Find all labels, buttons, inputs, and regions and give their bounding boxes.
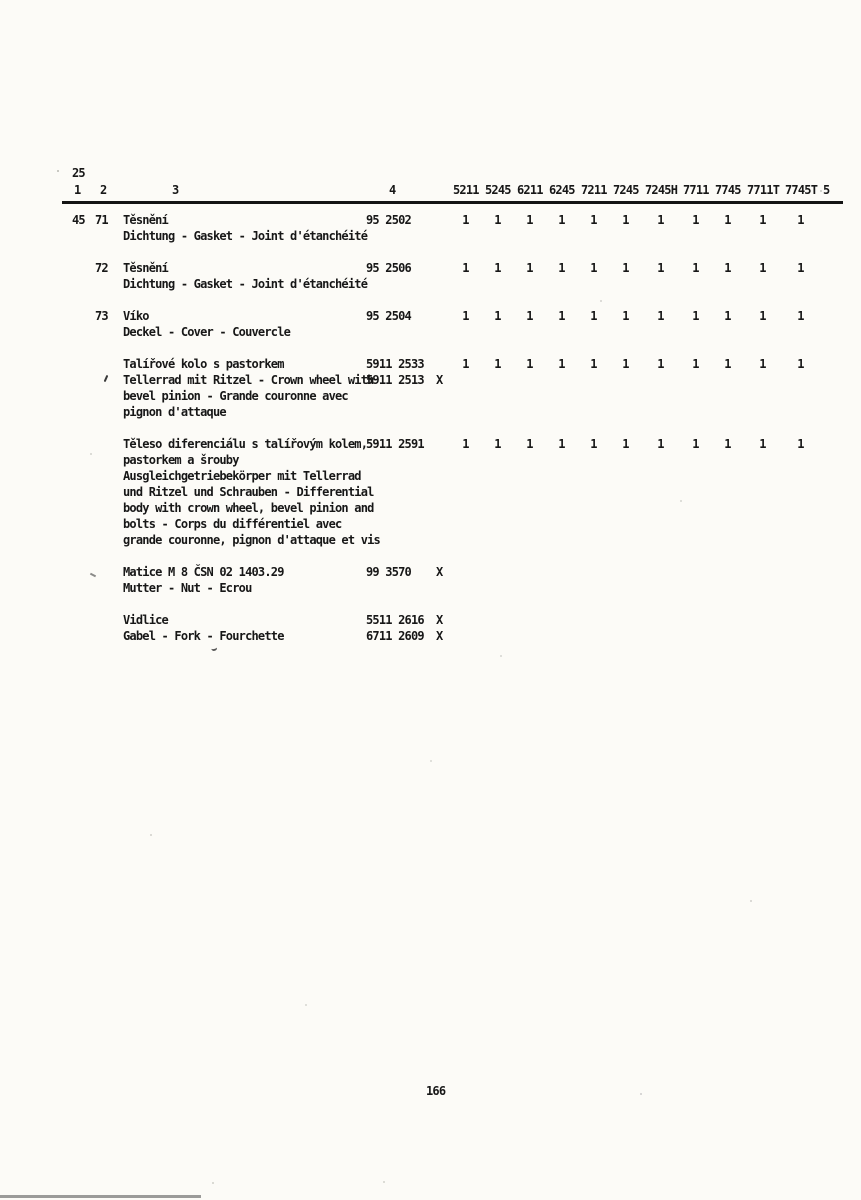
quantity-cell: 1 bbox=[590, 261, 597, 275]
part-number-column bbox=[366, 212, 432, 228]
catalog-item bbox=[72, 612, 843, 644]
item-ref bbox=[72, 308, 95, 324]
column-number-4: 4 bbox=[389, 183, 396, 197]
quantity-cell: 1 bbox=[692, 357, 699, 371]
model-header-cell: 7711T bbox=[747, 183, 780, 197]
catalog-content bbox=[72, 166, 843, 660]
x-mark bbox=[432, 308, 453, 324]
item-pos: 71 bbox=[95, 213, 108, 227]
model-header-cell: 7211 bbox=[581, 183, 607, 197]
quantity-cell: 1 bbox=[494, 309, 501, 323]
column-number-3: 3 bbox=[172, 183, 179, 197]
quantity-cell: 1 bbox=[759, 309, 766, 323]
model-header-cell: 6211 bbox=[517, 183, 543, 197]
model-header-cell: 5211 bbox=[453, 183, 479, 197]
quantity-cell: 1 bbox=[462, 437, 469, 451]
description-line: Vidlice bbox=[123, 613, 168, 627]
column-number-1: 1 bbox=[74, 183, 81, 197]
x-mark bbox=[432, 260, 453, 276]
item-description bbox=[123, 436, 380, 548]
section-number: 25 bbox=[72, 166, 85, 180]
item-description bbox=[123, 564, 366, 596]
description-line: Talířové kolo s pastorkem bbox=[123, 357, 284, 371]
model-header-cell: 6245 bbox=[549, 183, 575, 197]
model-header-cell: 7711 bbox=[683, 183, 709, 197]
description-line: bolts - Corps du différentiel avec bbox=[123, 517, 342, 531]
description-line: pastorkem a šrouby bbox=[123, 453, 239, 467]
quantity-cell: 1 bbox=[797, 213, 804, 227]
quantity-cell: 1 bbox=[692, 213, 699, 227]
part-number: 5511 2616 bbox=[366, 613, 424, 627]
x-mark: X bbox=[436, 565, 443, 579]
quantity-cell: 1 bbox=[622, 213, 629, 227]
quantity-row bbox=[453, 564, 816, 580]
column-header-row bbox=[72, 182, 843, 198]
quantity-cell: 1 bbox=[759, 213, 766, 227]
description-line: Těsnění bbox=[123, 261, 168, 275]
quantity-cell: 1 bbox=[759, 357, 766, 371]
x-mark bbox=[432, 212, 453, 228]
part-number: 99 3570 bbox=[366, 565, 411, 579]
item-pos: 73 bbox=[95, 309, 108, 323]
page-number: 166 bbox=[426, 1084, 446, 1098]
item-ref bbox=[72, 612, 95, 628]
quantity-row bbox=[453, 212, 816, 228]
quantity-cell: 1 bbox=[797, 309, 804, 323]
part-number-column bbox=[366, 612, 432, 644]
part-number: 5911 2591 bbox=[366, 437, 424, 451]
part-number: 6711 2609 bbox=[366, 629, 424, 643]
x-mark-column bbox=[432, 612, 453, 644]
quantity-row bbox=[453, 260, 816, 276]
part-number: 5911 2533 bbox=[366, 357, 424, 371]
quantity-cell: 1 bbox=[526, 357, 533, 371]
quantity-cell: 1 bbox=[724, 437, 731, 451]
x-mark-column bbox=[432, 564, 453, 580]
part-number-column bbox=[366, 356, 432, 388]
x-mark: X bbox=[436, 373, 443, 387]
quantity-row bbox=[453, 612, 816, 628]
quantity-cell: 1 bbox=[657, 213, 664, 227]
part-number: 95 2504 bbox=[366, 309, 411, 323]
quantity-cell: 1 bbox=[526, 261, 533, 275]
bottom-scan-line bbox=[0, 1195, 201, 1198]
quantity-cell: 1 bbox=[622, 261, 629, 275]
header-rule bbox=[62, 201, 843, 204]
quantity-cell: 1 bbox=[692, 437, 699, 451]
part-number-column bbox=[366, 436, 432, 452]
model-header-cell: 7745 bbox=[715, 183, 741, 197]
catalog-item bbox=[72, 564, 843, 596]
model-header-cell: 7245 bbox=[613, 183, 639, 197]
item-description bbox=[123, 308, 366, 340]
x-mark: X bbox=[436, 613, 443, 627]
part-number-column bbox=[366, 308, 432, 324]
quantity-cell: 1 bbox=[759, 437, 766, 451]
description-line: Matice M 8 ČSN 02 1403.29 bbox=[123, 565, 284, 579]
item-pos bbox=[95, 564, 123, 580]
quantity-cell: 1 bbox=[590, 213, 597, 227]
quantity-cell: 1 bbox=[759, 261, 766, 275]
quantity-cell: 1 bbox=[692, 261, 699, 275]
quantity-cell: 1 bbox=[622, 437, 629, 451]
description-line: Deckel - Cover - Couvercle bbox=[123, 325, 291, 339]
quantity-cell: 1 bbox=[462, 309, 469, 323]
quantity-cell: 1 bbox=[724, 309, 731, 323]
x-mark bbox=[432, 356, 453, 372]
quantity-row bbox=[453, 436, 816, 452]
x-column-spacer bbox=[432, 182, 453, 198]
description-line: und Ritzel und Schrauben - Differential bbox=[123, 485, 374, 499]
quantity-cell: 1 bbox=[494, 213, 501, 227]
catalog-item bbox=[72, 356, 843, 420]
x-mark-column bbox=[432, 308, 453, 324]
table-header bbox=[72, 166, 843, 204]
quantity-cell: 1 bbox=[494, 357, 501, 371]
quantity-cell: 1 bbox=[797, 261, 804, 275]
quantity-cell: 1 bbox=[692, 309, 699, 323]
catalog-item bbox=[72, 308, 843, 340]
x-mark-column bbox=[432, 436, 453, 452]
quantity-cell: 1 bbox=[526, 213, 533, 227]
x-mark-column bbox=[432, 356, 453, 388]
quantity-cell: 1 bbox=[657, 261, 664, 275]
x-mark-column bbox=[432, 212, 453, 228]
quantity-cell: 1 bbox=[590, 437, 597, 451]
item-pos: 72 bbox=[95, 261, 108, 275]
item-description bbox=[123, 260, 366, 292]
quantity-cell: 1 bbox=[797, 357, 804, 371]
description-line: Víko bbox=[123, 309, 149, 323]
part-number: 5911 2513 bbox=[366, 373, 424, 387]
quantity-cell: 1 bbox=[622, 309, 629, 323]
quantity-cell: 1 bbox=[724, 357, 731, 371]
item-pos bbox=[95, 436, 123, 452]
quantity-cell: 1 bbox=[558, 357, 565, 371]
catalog-item bbox=[72, 260, 843, 292]
quantity-cell: 1 bbox=[657, 437, 664, 451]
item-description bbox=[123, 612, 366, 644]
catalog-item bbox=[72, 436, 843, 548]
item-ref: 45 bbox=[72, 213, 85, 227]
model-header-cell: 5245 bbox=[485, 183, 511, 197]
model-header-row bbox=[453, 182, 816, 198]
item-ref bbox=[72, 564, 95, 580]
x-mark-column bbox=[432, 260, 453, 276]
quantity-cell: 1 bbox=[558, 437, 565, 451]
quantity-cell: 1 bbox=[590, 309, 597, 323]
part-number: 95 2506 bbox=[366, 261, 411, 275]
quantity-row bbox=[453, 308, 816, 324]
item-description bbox=[123, 212, 366, 244]
description-line: Ausgleichgetriebekörper mit Tellerrad bbox=[123, 469, 361, 483]
quantity-cell: 1 bbox=[797, 437, 804, 451]
quantity-cell: 1 bbox=[657, 357, 664, 371]
part-number-column bbox=[366, 260, 432, 276]
description-line: grande couronne, pignon d'attaque et vis bbox=[123, 533, 380, 547]
description-line: bevel pinion - Grande couronne avec bbox=[123, 389, 348, 403]
item-ref bbox=[72, 436, 95, 452]
description-line: Těleso diferenciálu s talířovým kolem, bbox=[123, 437, 368, 451]
quantity-cell: 1 bbox=[494, 437, 501, 451]
column-number-2: 2 bbox=[100, 183, 107, 197]
description-line: Mutter - Nut - Ecrou bbox=[123, 581, 252, 595]
description-line: pignon d'attaque bbox=[123, 405, 226, 419]
quantity-cell: 1 bbox=[724, 213, 731, 227]
quantity-cell: 1 bbox=[526, 309, 533, 323]
quantity-cell: 1 bbox=[558, 309, 565, 323]
quantity-cell: 1 bbox=[558, 213, 565, 227]
item-ref bbox=[72, 356, 95, 372]
quantity-cell: 1 bbox=[657, 309, 664, 323]
description-line: Tellerrad mit Ritzel - Crown wheel with bbox=[123, 373, 374, 387]
description-line: Těsnění bbox=[123, 213, 168, 227]
description-line: body with crown wheel, bevel pinion and bbox=[123, 501, 374, 515]
quantity-cell: 1 bbox=[558, 261, 565, 275]
column-number-5: 5 bbox=[823, 183, 830, 197]
x-mark: X bbox=[436, 629, 443, 643]
description-line: Dichtung - Gasket - Joint d'étanchéité bbox=[123, 229, 368, 243]
quantity-cell: 1 bbox=[724, 261, 731, 275]
item-pos bbox=[95, 612, 123, 628]
description-line: Gabel - Fork - Fourchette bbox=[123, 629, 284, 643]
quantity-cell: 1 bbox=[462, 261, 469, 275]
quantity-cell: 1 bbox=[526, 437, 533, 451]
description-line: Dichtung - Gasket - Joint d'étanchéité bbox=[123, 277, 368, 291]
part-number: 95 2502 bbox=[366, 213, 411, 227]
part-number-column bbox=[366, 564, 432, 580]
catalog-item bbox=[72, 212, 843, 244]
x-mark bbox=[432, 436, 453, 452]
quantity-cell: 1 bbox=[590, 357, 597, 371]
item-description bbox=[123, 356, 374, 420]
quantity-cell: 1 bbox=[622, 357, 629, 371]
quantity-cell: 1 bbox=[494, 261, 501, 275]
model-header-cell: 7245H bbox=[645, 183, 678, 197]
quantity-cell: 1 bbox=[462, 357, 469, 371]
model-header-cell: 7745T bbox=[785, 183, 818, 197]
quantity-row bbox=[453, 356, 816, 372]
scan-specks bbox=[57, 170, 59, 172]
quantity-cell: 1 bbox=[462, 213, 469, 227]
item-ref bbox=[72, 260, 95, 276]
item-pos bbox=[95, 356, 123, 372]
